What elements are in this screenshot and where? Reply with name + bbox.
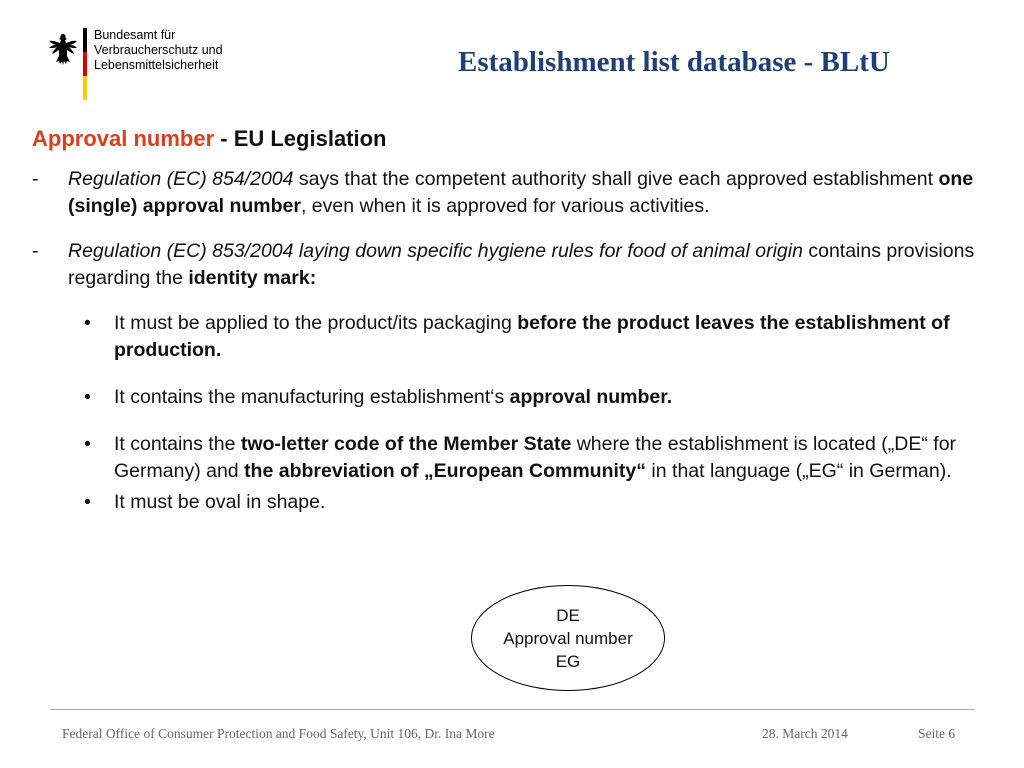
federal-eagle-icon: [48, 32, 78, 66]
bullet-text: It must be oval in shape.: [114, 491, 326, 513]
footer-page-number: Seite 6: [918, 726, 956, 741]
bullet-bold-text: before the product leaves the establishment of production.: [114, 312, 950, 361]
bullet-bold-text: two-letter code of the Member State: [240, 433, 572, 455]
regulation-854-item: [32, 166, 982, 220]
item-text: , even when it is approved for various activities.: [300, 195, 710, 217]
heading-rest: - EU Legislation: [214, 126, 387, 151]
dash-marker: -: [32, 168, 39, 190]
bullet-dot: •: [84, 386, 91, 408]
item-bold-text: identity mark:: [188, 267, 317, 289]
flag-stripe-black: [83, 28, 87, 52]
org-line-1: Bundesamt für: [94, 28, 176, 42]
regulation-name: Regulation (EC) 854/2004: [68, 168, 294, 190]
bvl-logo: [48, 28, 228, 100]
footer-date: 28. March 2014: [762, 726, 848, 741]
regulation-name: Regulation (EC) 853/2004 laying down specific hygiene rules for food of animal origin: [68, 240, 803, 262]
bullet-item: [84, 310, 982, 364]
organization-name: [94, 28, 223, 73]
slide-title: Establishment list database - BLtU: [458, 46, 890, 78]
org-line-3: Lebensmittelsicherheit: [94, 58, 219, 72]
bullet-item: [84, 431, 982, 485]
section-heading: [32, 125, 982, 152]
bullet-bold-text: the abbreviation of „European Community“: [244, 460, 647, 482]
item-bold-text: one (single) approval number: [68, 168, 974, 217]
identity-mark-oval: [471, 585, 665, 691]
item-text: contains provisions regarding the: [68, 240, 975, 289]
footer-organization: Federal Office of Consumer Protection and Food Safety, Unit 106, Dr. Ina More: [62, 726, 495, 741]
bullet-text: It must be applied to the product/its packaging: [114, 312, 518, 334]
bullet-text: where the establishment is located („DE“ for Germany) and: [114, 433, 957, 482]
bullet-item: [84, 384, 982, 411]
flag-stripe-red: [83, 52, 87, 76]
oval-approval-number: Approval number: [503, 628, 633, 648]
item-text: says that the competent authority shall give each approved establishment: [293, 168, 939, 190]
oval-country-code: DE: [556, 605, 580, 625]
footer-divider: [50, 709, 975, 710]
heading-highlight: Approval number: [32, 126, 215, 151]
identity-mark-bullets: [84, 310, 982, 516]
bullet-dot: •: [84, 433, 91, 455]
oval-community-code: EG: [555, 651, 581, 671]
bullet-dot: •: [84, 491, 91, 513]
slide-content: [32, 125, 982, 536]
bullet-dot: •: [84, 312, 91, 334]
bullet-bold-text: approval number.: [509, 386, 673, 408]
flag-stripe-gold: [83, 76, 87, 100]
bullet-text: It contains the: [114, 433, 241, 455]
bullet-text: It contains the manufacturing establishment‘s: [114, 386, 510, 408]
regulation-853-item: [32, 238, 982, 292]
bullet-item: [84, 489, 982, 516]
bullet-text: in that language („EG“ in German).: [646, 460, 952, 482]
dash-marker: -: [32, 240, 39, 262]
german-flag-bar: [83, 28, 87, 100]
org-line-2: Verbraucherschutz und: [94, 43, 223, 57]
